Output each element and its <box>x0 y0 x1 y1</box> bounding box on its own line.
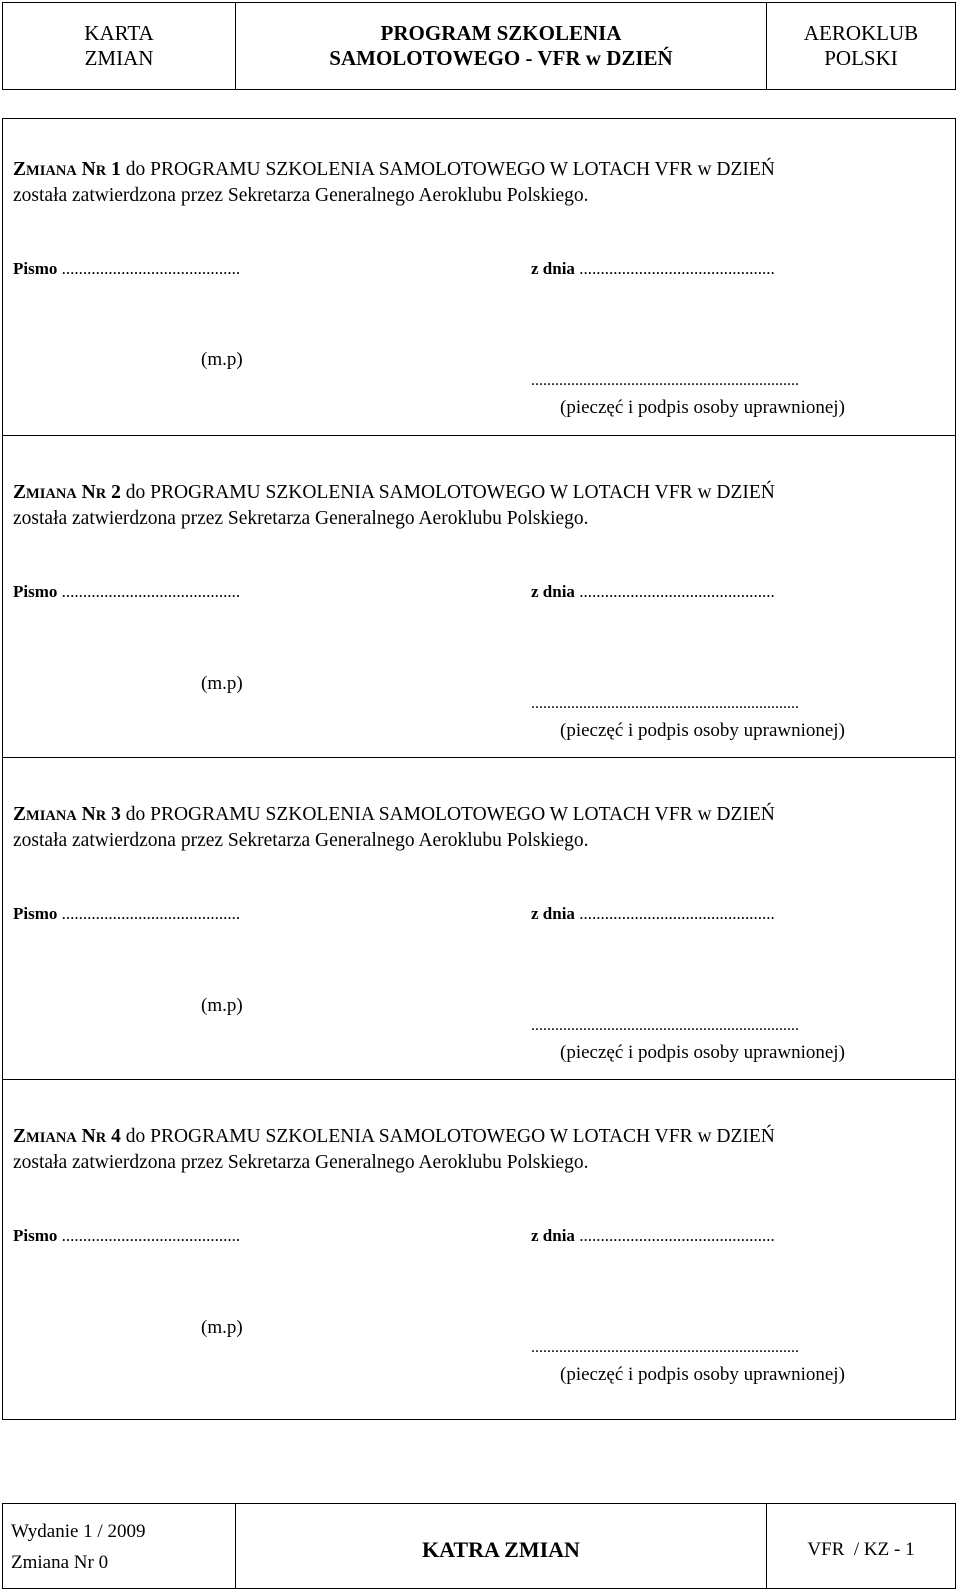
footer-edition: Wydanie 1 / 2009 <box>11 1521 146 1542</box>
pismo-field <box>13 259 240 279</box>
entry-n-rest: R <box>95 1130 107 1146</box>
pismo-field <box>13 904 240 924</box>
pismo-field <box>13 1226 240 1246</box>
header-title-line1: PROGRAM SZKOLENIA <box>380 21 622 45</box>
signature-caption: (pieczęć i podpis osoby uprawnionej) <box>560 1364 845 1385</box>
entry-heading <box>13 482 775 504</box>
entry-approval-line: została zatwierdzona przez Sekretarza Generalnego Aeroklubu Polskiego. <box>13 1152 589 1173</box>
signature-line: ................................................................... <box>531 1017 799 1034</box>
pismo-dots: .......................................... <box>57 259 241 278</box>
signature-line: ................................................................... <box>531 695 799 712</box>
pismo-label: Pismo <box>13 259 58 278</box>
signature-line: ................................................................... <box>531 1339 799 1356</box>
footer-title: KATRA ZMIAN <box>422 1537 580 1562</box>
pismo-dots: .......................................... <box>57 1226 241 1245</box>
zdnia-label: z dnia <box>531 1226 575 1245</box>
footer-table <box>2 1503 956 1589</box>
entry-divider-3 <box>3 1079 955 1080</box>
change-entry-3 <box>3 759 955 1081</box>
zdnia-dots: .............................................. <box>574 904 775 923</box>
entry-approval-line: została zatwierdzona przez Sekretarza Generalnego Aeroklubu Polskiego. <box>13 185 589 206</box>
entry-approval-line: została zatwierdzona przez Sekretarza Generalnego Aeroklubu Polskiego. <box>13 508 589 529</box>
entry-z-rest: MIANA <box>26 163 77 179</box>
header-left-line1: KARTA <box>84 21 154 45</box>
change-entry-1 <box>3 119 955 437</box>
zdnia-dots: .............................................. <box>574 582 775 601</box>
entry-line1-rest: do PROGRAMU SZKOLENIA SAMOLOTOWEGO W LOTACH VFR w DZIEŃ <box>120 482 775 503</box>
change-entry-4 <box>3 1081 955 1419</box>
zdnia-label: z dnia <box>531 259 575 278</box>
entry-n-cap: N <box>81 159 96 180</box>
header-right-cell <box>767 3 955 89</box>
entry-divider-2 <box>3 757 955 758</box>
header-left-line2: ZMIAN <box>84 46 154 70</box>
change-entry-2 <box>3 437 955 759</box>
header-right-line2: POLSKI <box>824 46 898 70</box>
entry-heading <box>13 804 775 826</box>
entry-z-rest: MIANA <box>26 486 77 502</box>
zdnia-dots: .............................................. <box>574 259 775 278</box>
footer-right-cell <box>767 1504 955 1588</box>
signature-caption: (pieczęć i podpis osoby uprawnionej) <box>560 397 845 418</box>
entry-line1-rest: do PROGRAMU SZKOLENIA SAMOLOTOWEGO W LOTACH VFR w DZIEŃ <box>120 1126 775 1147</box>
entry-n-cap: N <box>81 1126 96 1147</box>
footer-left-cell <box>3 1504 235 1588</box>
entry-z-cap: Z <box>13 482 27 503</box>
footer-change-number: Zmiana Nr 0 <box>11 1552 109 1573</box>
entry-n-cap: N <box>81 804 96 825</box>
entry-number: 1 <box>111 159 121 180</box>
pismo-dots: .......................................... <box>57 904 241 923</box>
stamp-place-label: (m.p) <box>201 673 243 694</box>
entry-number: 4 <box>111 1126 121 1147</box>
header-center-cell <box>236 3 766 89</box>
entry-number: 2 <box>111 482 121 503</box>
stamp-place-label: (m.p) <box>201 995 243 1016</box>
header-left-cell <box>3 3 235 89</box>
pismo-label: Pismo <box>13 904 58 923</box>
signature-caption: (pieczęć i podpis osoby uprawnionej) <box>560 1042 845 1063</box>
signature-caption: (pieczęć i podpis osoby uprawnionej) <box>560 720 845 741</box>
signature-line: ................................................................... <box>531 372 799 389</box>
entry-n-rest: R <box>95 486 107 502</box>
pismo-dots: .......................................... <box>57 582 241 601</box>
entry-z-cap: Z <box>13 1126 27 1147</box>
entry-approval-line: została zatwierdzona przez Sekretarza Generalnego Aeroklubu Polskiego. <box>13 830 589 851</box>
entry-number: 3 <box>111 804 121 825</box>
entry-n-cap: N <box>81 482 96 503</box>
footer-left-text <box>11 1516 145 1578</box>
entry-divider-1 <box>3 435 955 436</box>
entry-heading <box>13 159 775 181</box>
pismo-label: Pismo <box>13 582 58 601</box>
stamp-place-label: (m.p) <box>201 349 243 370</box>
entry-z-cap: Z <box>13 159 27 180</box>
stamp-place-label: (m.p) <box>201 1317 243 1338</box>
entry-line1-rest: do PROGRAMU SZKOLENIA SAMOLOTOWEGO W LOTACH VFR w DZIEŃ <box>120 804 775 825</box>
zdnia-field <box>531 582 775 602</box>
footer-page-ref: VFR / KZ - 1 <box>807 1539 915 1560</box>
zdnia-label: z dnia <box>531 904 575 923</box>
entries-frame <box>2 118 956 1420</box>
zdnia-label: z dnia <box>531 582 575 601</box>
header-right-line1: AEROKLUB <box>803 21 919 45</box>
entry-n-rest: R <box>95 163 107 179</box>
entry-z-cap: Z <box>13 804 27 825</box>
entry-heading <box>13 1126 775 1148</box>
pismo-field <box>13 582 240 602</box>
entry-z-rest: MIANA <box>26 1130 77 1146</box>
zdnia-field <box>531 1226 775 1246</box>
header-table <box>2 2 956 90</box>
entry-n-rest: R <box>95 808 107 824</box>
entry-z-rest: MIANA <box>26 808 77 824</box>
zdnia-field <box>531 259 775 279</box>
pismo-label: Pismo <box>13 1226 58 1245</box>
footer-center-cell <box>236 1504 766 1588</box>
header-title-line2: SAMOLOTOWEGO - VFR w DZIEŃ <box>329 46 673 70</box>
entry-line1-rest: do PROGRAMU SZKOLENIA SAMOLOTOWEGO W LOTACH VFR w DZIEŃ <box>120 159 775 180</box>
zdnia-field <box>531 904 775 924</box>
zdnia-dots: .............................................. <box>574 1226 775 1245</box>
